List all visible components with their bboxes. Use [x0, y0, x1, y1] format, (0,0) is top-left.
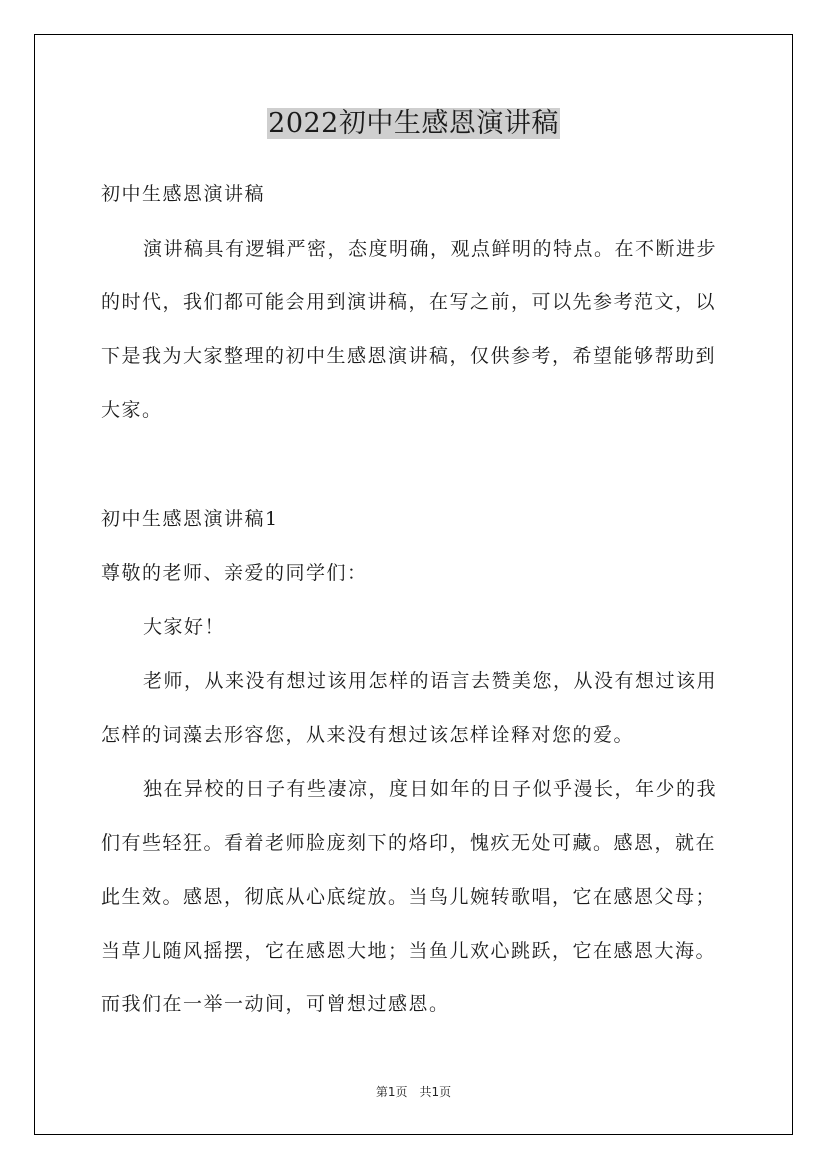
section-heading: 初中生感恩演讲稿1 [101, 508, 279, 530]
page-footer: 第1页 共1页 [375, 1085, 452, 1099]
intro-line: 下是我为大家整理的初中生感恩演讲稿，仅供参考，希望能够帮助到 [101, 345, 717, 367]
subtitle: 初中生感恩演讲稿 [101, 183, 266, 205]
intro-line: 演讲稿具有逻辑严密，态度明确，观点鲜明的特点。在不断进步 [143, 238, 718, 260]
salutation: 尊敬的老师、亲爱的同学们： [101, 562, 368, 584]
paragraph-line: 怎样的词藻去形容您，从来没有想过该怎样诠释对您的爱。 [101, 724, 635, 746]
paragraph-line: 们有些轻狂。看着老师脸庞刻下的烙印，愧疚无处可藏。感恩，就在 [101, 832, 717, 854]
document-title-text: 2022初中生感恩演讲稿 [268, 108, 559, 139]
paragraph-line: 老师，从来没有想过该用怎样的语言去赞美您，从没有想过该用 [143, 670, 718, 692]
paragraph-line: 当草儿随风摇摆，它在感恩大地；当鱼儿欢心跳跃，它在感恩大海。 [101, 940, 717, 962]
paragraph-line: 此生效。感恩，彻底从心底绽放。当鸟儿婉转歌唱，它在感恩父母； [101, 886, 717, 908]
intro-line: 的时代，我们都可能会用到演讲稿，在写之前，可以先参考范文，以 [101, 291, 717, 313]
greeting: 大家好！ [143, 616, 226, 638]
intro-line: 大家。 [101, 399, 163, 421]
paragraph-line: 而我们在一举一动间，可曾想过感恩。 [101, 993, 450, 1015]
document-title [0, 104, 827, 144]
paragraph-line: 独在异校的日子有些凄凉，度日如年的日子似乎漫长，年少的我 [143, 778, 718, 800]
